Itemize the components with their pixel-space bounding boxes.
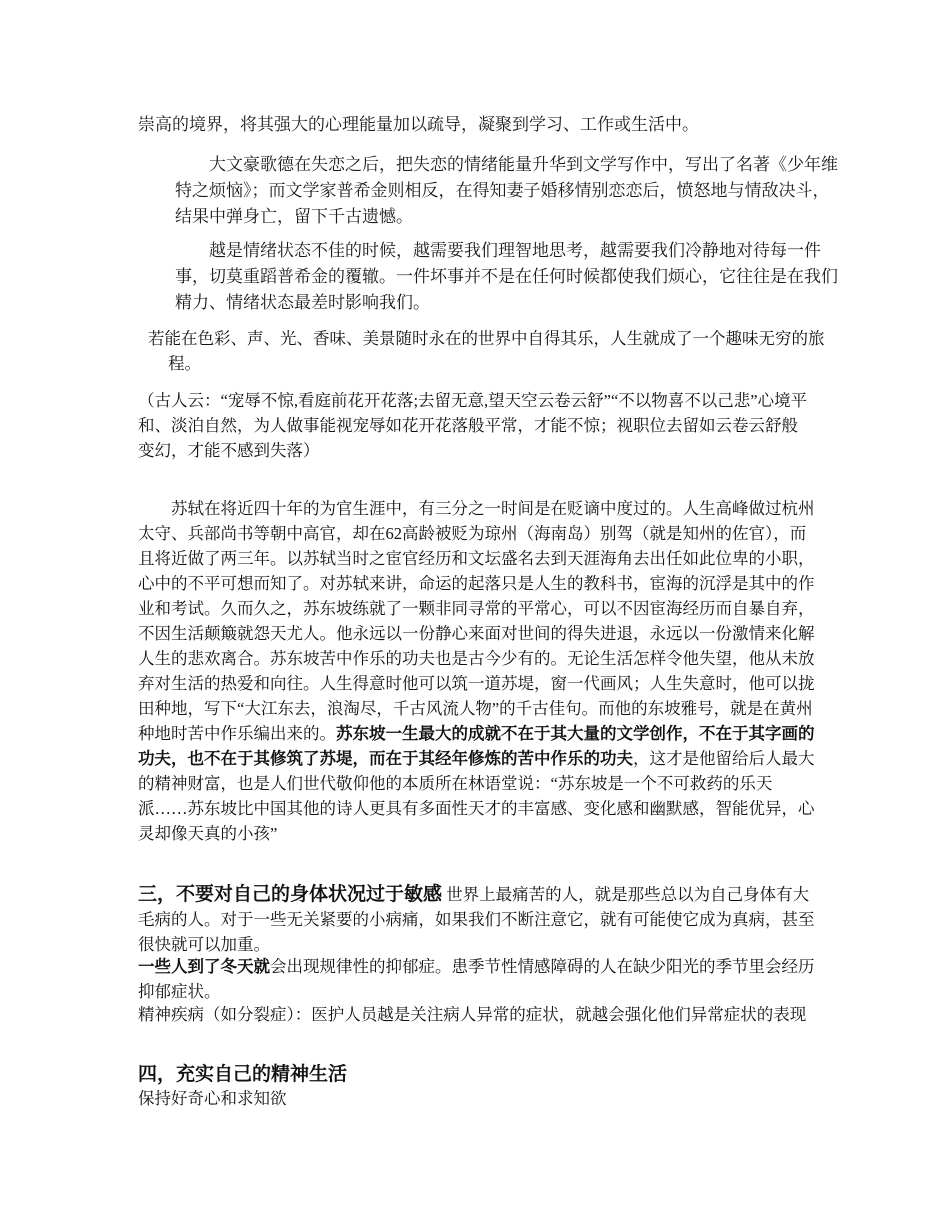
paragraph-goethe-pushkin: 大文豪歌德在失恋之后，把失恋的情绪能量升华到文学写作中，写出了名著《少年维特之烦恼》；而文学家普希金则相反，在得知妻子婚移情别恋恋后，愤怒地与情敌决斗，结果中弹身亡，留下千古遗憾。 <box>175 155 838 227</box>
paragraph-mental-illness: 精神疾病（如分裂症）：医护人员越是关注病人异常的症状，就越会强化他们异常症状的表现 <box>138 1005 807 1024</box>
paragraph-rational-thinking: 越是情绪状态不佳的时候，越需要我们理智地思考，越需要我们冷静地对待每一件事，切莫重蹈普希金的覆辙。一件坏事并不是在任何时候都使我们烦心，它往往是在我们精力、情绪状态最差时影响我们。 <box>175 241 838 313</box>
section-four-heading: 四，充实自己的精神生活 <box>138 1063 348 1085</box>
su-shi-text: 苏轼在将近四十年的为官生涯中，有三分之一时间是在贬谪中度过的。人生高峰做过杭州太守、兵部尚书等朝中高官，却在62高龄被贬为琼州（海南岛）别驾（就是知州的佐官），而且将近做了两三年。以苏轼当时之宦官经历和文坛盛名去到天涯海角去出任如此位卑的小职，心中的不平可想而知了。对苏轼来讲，命运的起落只是人生的教科书，宦海的沉浮是其中的作业和考试。久而久之，苏东坡练就了一颗非同寻常的平常心，可以不因宦海经历而自暴自弃，不因生活颠簸就怨天尤人。他永远以一份静心来面对世间的得失进退，永远以一份激情来化解人生的悲欢离合。苏东坡苦中作乐的功夫也是古今少有的。无论生活怎样令他失望，他从未放弃对生活的热爱和向往。人生得意时他可以筑一道苏堤，窗一代画风；人生失意时，他可以拢田种地，写下“大江东去，浪淘尽，千古风流人物”的千古佳句。而他的东坡雅号，就是在黄州种地时苦中作乐编出来的。 <box>138 499 815 743</box>
paragraph-seasonal-depression <box>138 954 818 1004</box>
section-three-heading: 三，不要对自己的身体状况过于敏感 <box>138 883 443 905</box>
paragraph-curiosity: 保持好奇心和求知欲 <box>138 1089 287 1108</box>
su-shi-bold-emphasis: 苏东坡一生最大的成就不在于其大量的文学创作，不在于其字画的功夫，也不在于其修筑了苏堤，而在于其经年修炼的苦中作乐的功夫 <box>138 724 815 768</box>
seasonal-text: 会出现规律性的抑郁症。患季节性情感障碍的人在缺少阳光的季节里会经历抑郁症状。 <box>138 957 815 1001</box>
paragraph-su-shi <box>138 496 818 846</box>
section-three-text: 世界上最痛苦的人，就是那些总以为自己身体有大毛病的人。对于一些无关紧要的小病痛，如果我们不断注意它，就有可能使它成为真病，甚至很快就可以加重。 <box>138 885 815 954</box>
section-three <box>138 882 818 957</box>
su-shi-text-tail: ，这才是他留给后人最大的精神财富，也是人们世代敬仰他的本质所在林语堂说：“苏东坡是一个不可救药的乐天派……苏东坡比中国其他的诗人更具有多面性天才的丰富感、变化感和幽默感，智能优异，心灵却像天真的小孩” <box>138 749 815 843</box>
paragraph-ancient-saying: （古人云：“宠辱不惊,看庭前花开花落;去留无意,望天空云卷云舒”“不以物喜不以己悲”心境平和、淡泊自然，为人做事能视宠辱如花开花落般平常，才能不惊；视职位去留如云卷云舒般变幻，才能不感到失落） <box>138 391 808 460</box>
paragraph-enjoy-life: 若能在色彩、声、光、香味、美景随时永在的世界中自得其乐，人生就成了一个趣味无穷的旅程。 <box>148 329 825 373</box>
seasonal-bold-lead: 一些人到了冬天就 <box>138 957 270 976</box>
paragraph-sublimation-end: 崇高的境界，将其强大的心理能量加以疏导，凝聚到学习、工作或生活中。 <box>138 115 699 135</box>
